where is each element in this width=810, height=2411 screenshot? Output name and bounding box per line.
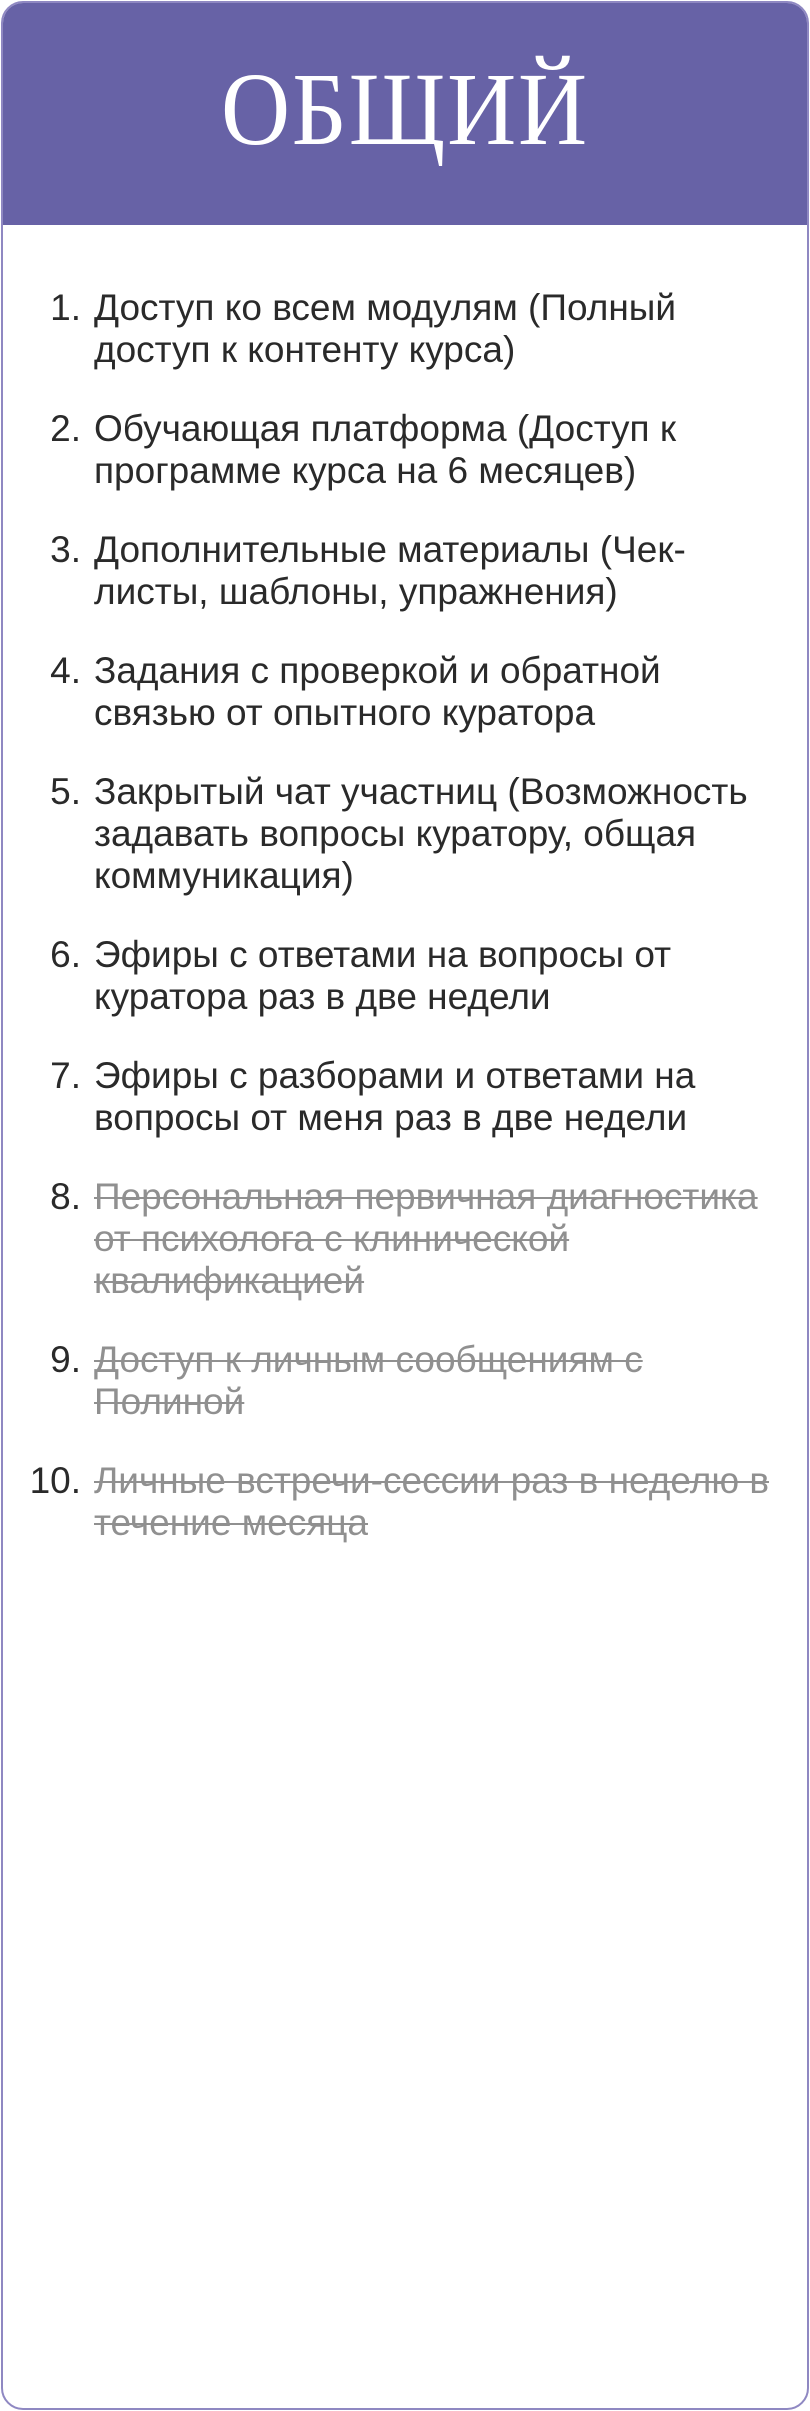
plan-title: ОБЩИЙ [221, 52, 589, 167]
feature-item-8 [3, 1176, 807, 1302]
feature-text: Обучающая платформа (Доступ к программе курса на 6 месяцев) [94, 408, 677, 491]
feature-number: 1. [50, 287, 81, 328]
feature-number: 8. [50, 1176, 81, 1217]
feature-item-2 [3, 408, 807, 492]
feature-item-10 [3, 1460, 807, 1544]
feature-item-1 [3, 287, 807, 371]
feature-text: Эфиры с ответами на вопросы от куратора раз в две недели [94, 934, 672, 1017]
feature-item-6 [3, 934, 807, 1018]
feature-text: Личные встречи-сессии раз в неделю в течение месяца [94, 1460, 770, 1543]
feature-text: Доступ к личным сообщениям с Полиной [94, 1339, 643, 1422]
feature-item-5 [3, 771, 807, 897]
feature-number: 6. [50, 934, 81, 975]
feature-item-9 [3, 1339, 807, 1423]
feature-number: 9. [50, 1339, 81, 1380]
feature-number: 7. [50, 1055, 81, 1096]
feature-item-7 [3, 1055, 807, 1139]
feature-text: Эфиры с разборами и ответами на вопросы от меня раз в две недели [94, 1055, 696, 1138]
feature-list [3, 287, 807, 1581]
feature-number: 3. [50, 529, 81, 570]
feature-text: Доступ ко всем модулям (Полный доступ к контенту курса) [94, 287, 677, 370]
feature-number: 10. [29, 1460, 81, 1501]
feature-number: 2. [50, 408, 81, 449]
feature-text: Задания с проверкой и обратной связью от опытного куратора [94, 650, 661, 733]
feature-text: Закрытый чат участниц (Возможность задавать вопросы куратору, общая коммуникация) [94, 771, 748, 896]
feature-number: 5. [50, 771, 81, 812]
feature-item-4 [3, 650, 807, 734]
feature-number: 4. [50, 650, 81, 691]
feature-text: Персональная первичная диагностика от психолога с клинической квалификацией [94, 1176, 758, 1301]
plan-card [1, 1, 809, 2410]
feature-text: Дополнительные материалы (Чек-листы, шаблоны, упражнения) [94, 529, 686, 612]
feature-item-3 [3, 529, 807, 613]
plan-header [3, 3, 807, 225]
